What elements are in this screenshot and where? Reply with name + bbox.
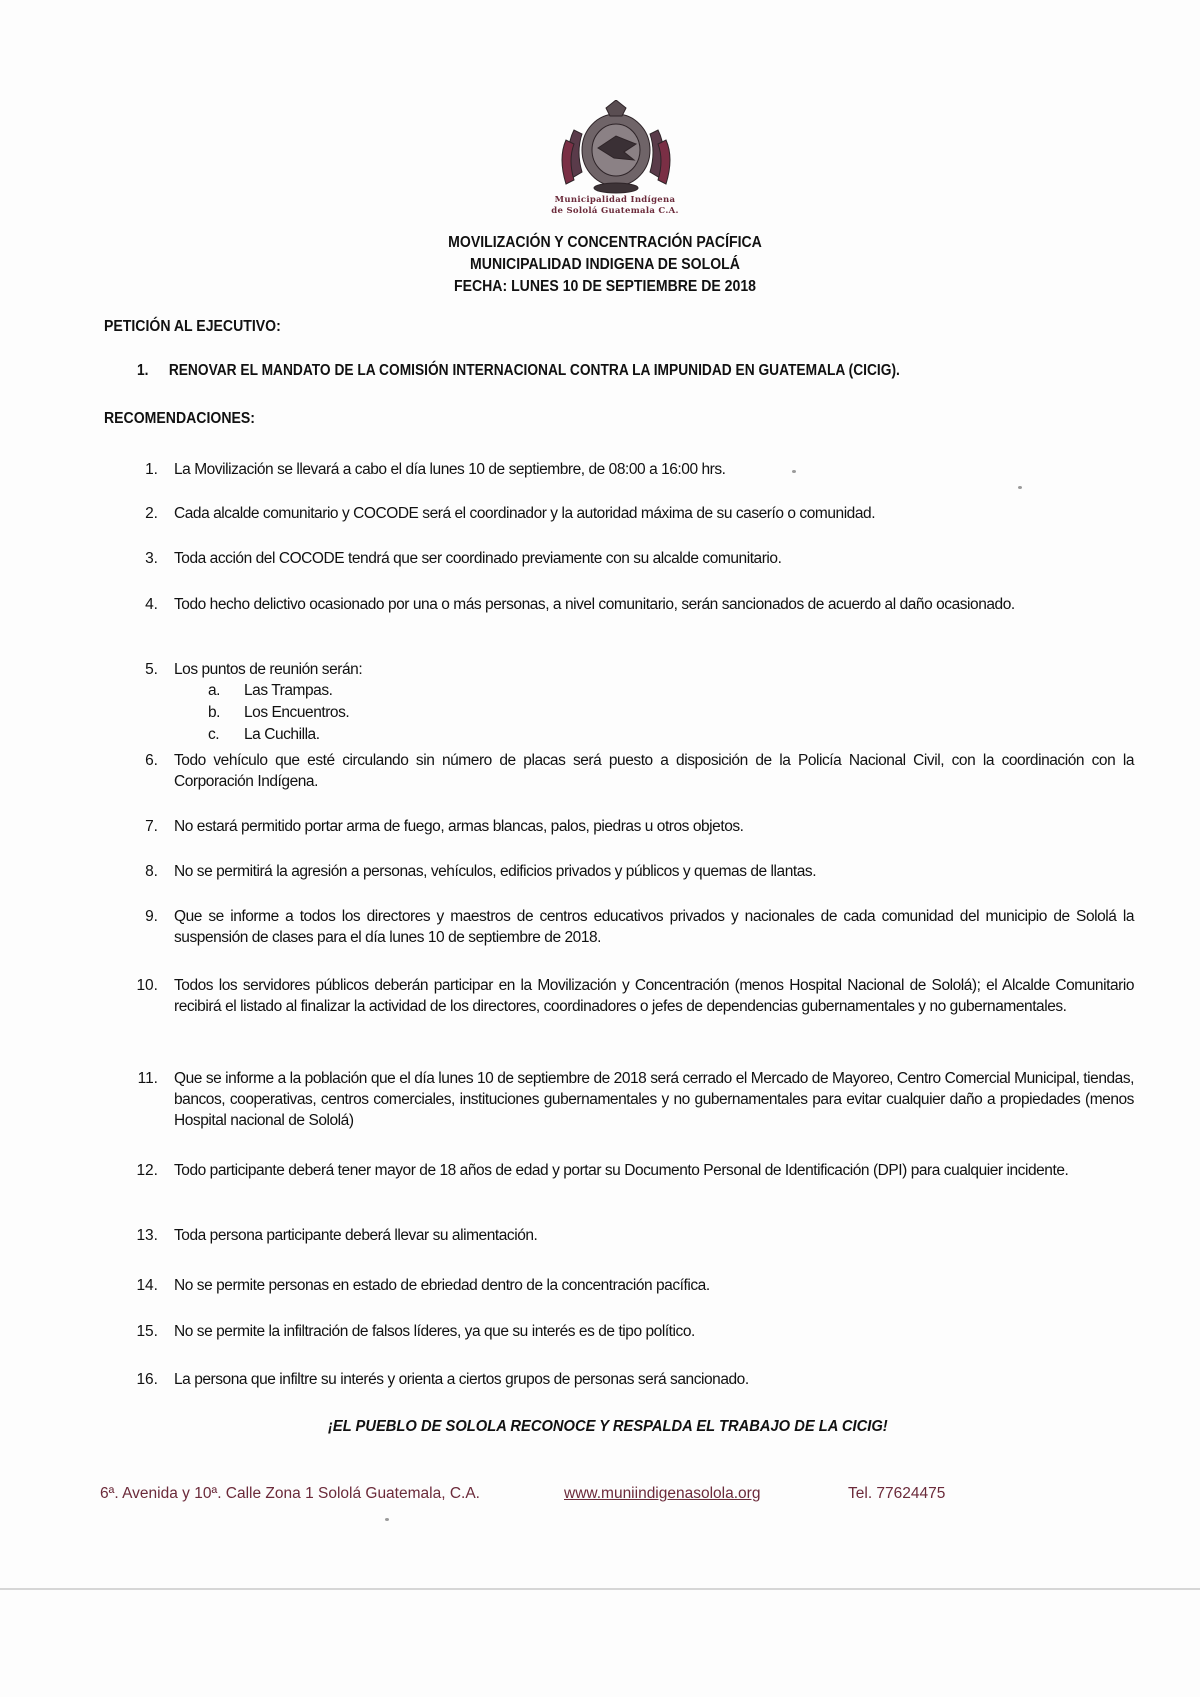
list-item-number: 16. (136, 1371, 158, 1388)
footer-phone: Tel. 77624475 (848, 1485, 946, 1502)
list-item-number: 14. (136, 1277, 158, 1294)
petition-heading: PETICIÓN AL EJECUTIVO: (104, 318, 281, 335)
list-item-number: 6. (145, 752, 158, 769)
list-item-text: Toda persona participante deberá llevar su alimentación. (174, 1227, 538, 1244)
list-item-text: No se permite personas en estado de ebriedad dentro de la concentración pacífica. (174, 1277, 710, 1294)
title-line2: MUNICIPALIDAD INDIGENA DE SOLOLÁ (470, 256, 740, 273)
organization-name-line1: Municipalidad Indígena (554, 195, 676, 205)
list-item-number: 8. (145, 863, 158, 880)
meeting-point-text: La Cuchilla. (244, 726, 320, 743)
list-item-number: 13. (136, 1227, 158, 1244)
list-item-text: Todo hecho delictivo ocasionado por una o más personas, a nivel comunitario, serán sancionados de acuerdo al daño ocasionado. (174, 596, 1015, 613)
meeting-point (208, 702, 349, 723)
list-item-text: Todos los servidores públicos deberán participar en la Movilización y Concentración (menos Hospital Nacional de Sololá); el Alcalde Comunitario recibirá el listado al finalizar la actividad de los directores, coordinadores o jefes de dependencias gubernamentales y no gubernamentales. (174, 977, 1134, 1015)
petition-item-number: 1. (137, 362, 149, 379)
meeting-point-letter: b. (208, 704, 221, 721)
list-item-number: 10. (136, 977, 158, 994)
list-item-text: No se permitirá la agresión a personas, vehículos, edificios privados y públicos y quemas de llantas. (174, 863, 817, 880)
list-item-number: 3. (145, 550, 158, 567)
list-item-number: 9. (145, 908, 158, 925)
document-title (337, 232, 874, 298)
list-item-number: 15. (136, 1323, 158, 1340)
list-item-text: Los puntos de reunión serán: (174, 661, 363, 678)
petition-item-text: RENOVAR EL MANDATO DE LA COMISIÓN INTERNACIONAL CONTRA LA IMPUNIDAD EN GUATEMALA (CICIG). (168, 362, 900, 379)
meeting-point (208, 724, 320, 745)
list-item-text: Cada alcalde comunitario y COCODE será el coordinador y la autoridad máxima de su caserío o comunidad. (174, 505, 876, 522)
list-item-number: 4. (145, 596, 158, 613)
meeting-point-text: Los Encuentros. (244, 704, 350, 721)
list-item-number: 7. (145, 818, 158, 835)
list-item-number: 2. (145, 505, 158, 522)
list-item-text: Que se informe a todos los directores y maestros de centros educativos privados y nacionales de cada comunidad del municipio de Sololá la suspensión de clases para el día lunes 10 de septiembre de 2018. (174, 908, 1134, 946)
title-line1: MOVILIZACIÓN Y CONCENTRACIÓN PACÍFICA (448, 234, 762, 251)
footer-website-link[interactable]: www.muniindigenasolola.org (564, 1485, 761, 1502)
closing-slogan: ¡EL PUEBLO DE SOLOLA RECONOCE Y RESPALDA EL TRABAJO DE LA CICIG! (328, 1418, 888, 1435)
list-item-text: No se permite la infiltración de falsos líderes, ya que su interés es de tipo político. (174, 1323, 695, 1340)
meeting-point (208, 680, 333, 701)
recommendations-heading: RECOMENDACIONES: (104, 410, 255, 427)
list-item-number: 12. (136, 1162, 158, 1179)
scan-speck (792, 470, 796, 473)
title-date: FECHA: LUNES 10 DE SEPTIEMBRE DE 2018 (453, 278, 757, 295)
organization-name (520, 195, 710, 217)
list-item-text: Toda acción del COCODE tendrá que ser coordinado previamente con su alcalde comunitario. (174, 550, 782, 567)
list-item-text: Todo participante deberá tener mayor de 18 años de edad y portar su Documento Personal de Identificación (DPI) para cualquier incidente. (174, 1162, 1069, 1179)
list-item-number: 1. (145, 461, 158, 478)
list-item-text: Que se informe a la población que el día lunes 10 de septiembre de 2018 será cerrado el Mercado de Mayoreo, Centro Comercial Municipal, tiendas, bancos, cooperativas, centros comerciales, instituciones gubernamentales y no gubernamentales para evitar cualquier daño a propiedades (menos Hospital nacional de Sololá) (174, 1070, 1134, 1129)
meeting-point-text: Las Trampas. (244, 682, 333, 699)
scan-speck (385, 1518, 389, 1521)
list-item-text: La persona que infiltre su interés y orienta a ciertos grupos de personas será sancionado. (174, 1371, 749, 1388)
footer-address: 6ª. Avenida y 10ª. Calle Zona 1 Sololá Guatemala, C.A. (100, 1485, 480, 1502)
meeting-point-letter: a. (208, 682, 221, 699)
list-item-text: La Movilización se llevará a cabo el día lunes 10 de septiembre, de 08:00 a 16:00 hrs. (174, 461, 726, 478)
scan-speck (1018, 486, 1022, 489)
list-item-text: Todo vehículo que esté circulando sin número de placas será puesto a disposición de la Policía Nacional Civil, con la coordinación con la Corporación Indígena. (174, 752, 1134, 790)
petition-item (137, 362, 900, 380)
organization-name-line2: de Sololá Guatemala C.A. (551, 206, 679, 216)
meeting-point-letter: c. (208, 726, 220, 743)
scan-edge-line (0, 1588, 1200, 1590)
list-item-number: 11. (137, 1070, 158, 1087)
list-item-number: 5. (145, 661, 158, 678)
list-item-text: No estará permitido portar arma de fuego, armas blancas, palos, piedras u otros objetos. (174, 818, 744, 835)
